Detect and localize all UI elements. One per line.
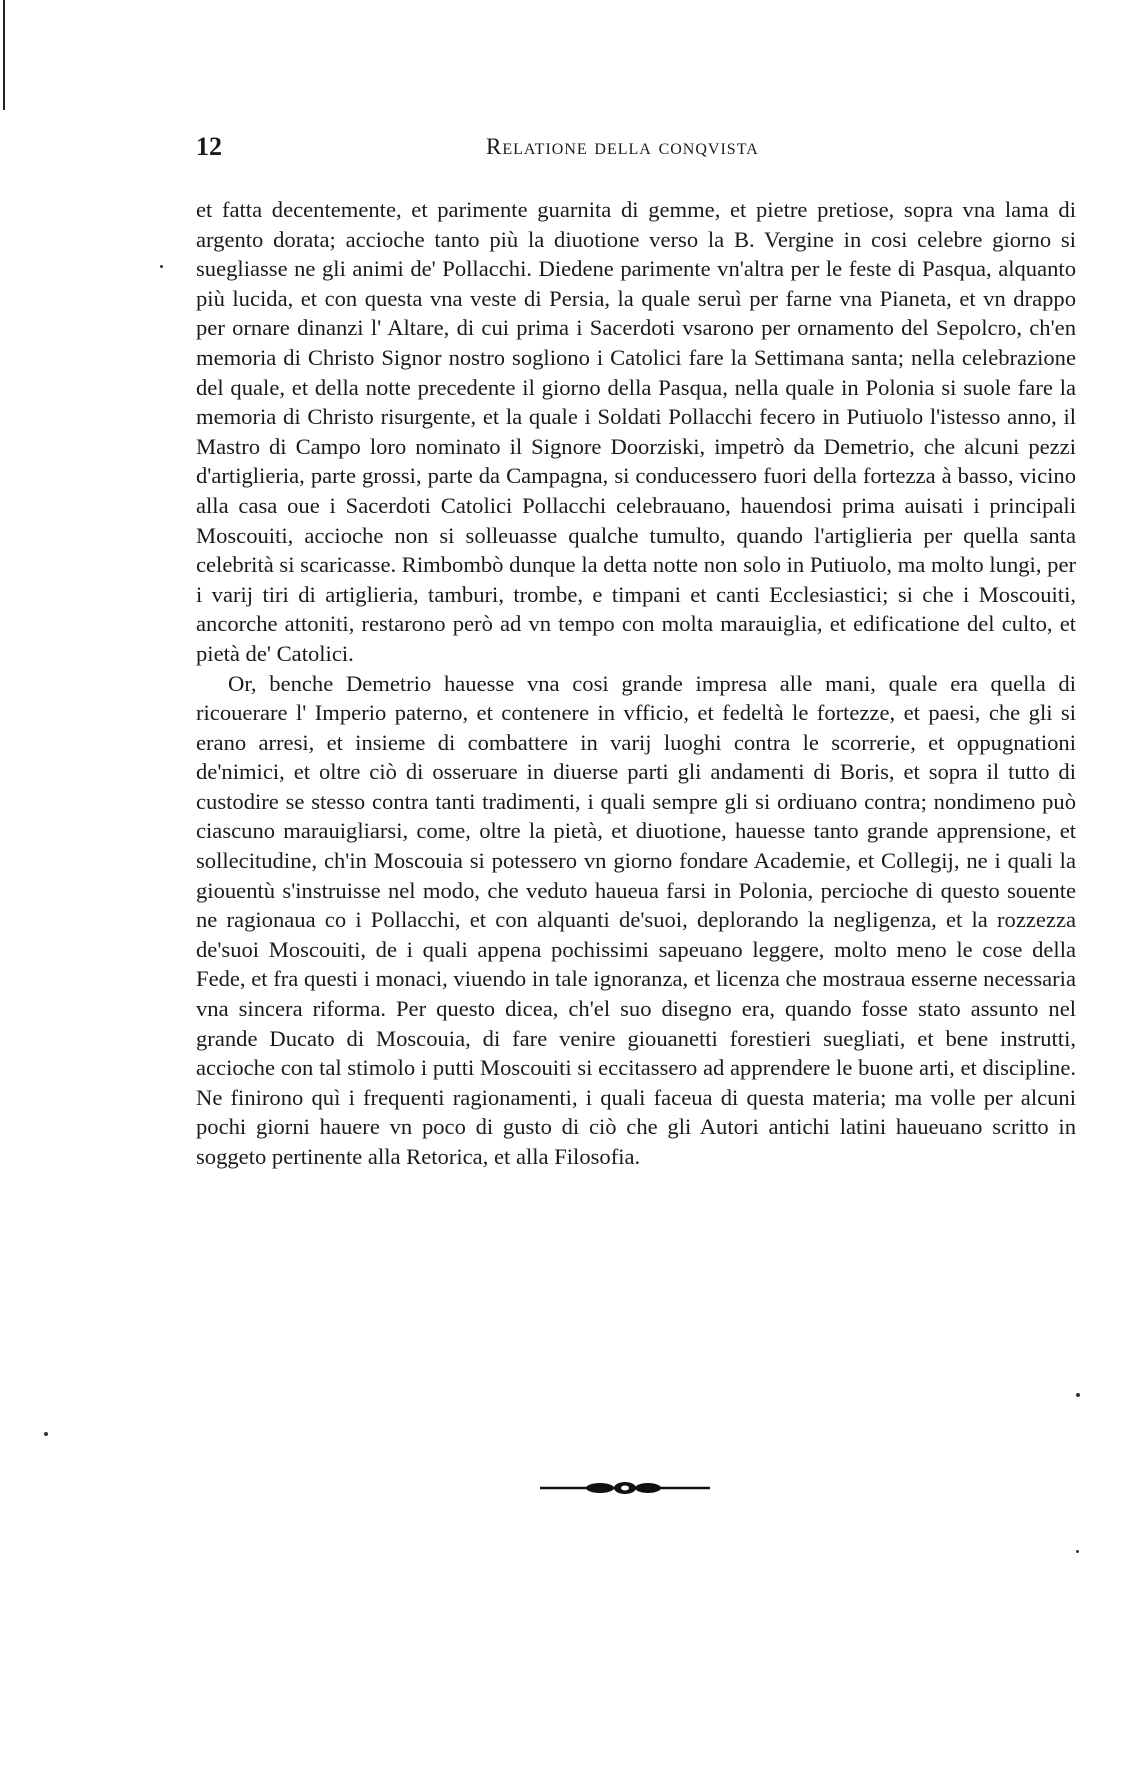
- page-edge-line: [3, 0, 5, 110]
- tailpiece-ornament-icon: [540, 1478, 710, 1498]
- paper-speck: [160, 265, 163, 268]
- running-title: Relatione della conqvista: [486, 134, 759, 159]
- paper-speck: [1076, 1550, 1079, 1553]
- page-number: 12: [196, 132, 222, 161]
- paper-speck: [1076, 1393, 1080, 1397]
- page-header: [196, 132, 1076, 168]
- body-text: [196, 195, 1076, 1172]
- paragraph-1: et fatta decentemente, et parimente guarnita di gemme, et pietre pretiose, sopra vna lama di argento dorata; accioche tanto più la diuotione verso la B. Vergine in cosi celebre giorno si suegliasse ne gli animi de' Pollacchi. Diedene parimente vn'altra per le feste di Pasqua, alquanto più lucida, et con questa vna veste di Persia, la quale seruì per farne vna Pianeta, et vn drappo per ornare dinanzi l' Altare, di cui prima i Sacerdoti vsarono per ornamento del Sepolcro, ch'en memoria di Christo Signor nostro sogliono i Catolici fare la Settimana santa; nella celebrazione del quale, et della notte precedente il giorno della Pasqua, nella quale in Polonia si suole fare la memoria di Christo risurgente, et la quale i Soldati Pollacchi fecero in Putiuolo l'istesso anno, il Mastro di Campo loro nominato il Signore Doorziski, impetrò da Demetrio, che alcuni pezzi d'artiglieria, parte grossi, parte da Campagna, si conducessero fuori della fortezza à basso, vicino alla casa oue i Sacerdoti Catolici Pollacchi celebrauano, hauendosi prima auisati i principali Moscouiti, accioche non si solleuasse qualche tumulto, quando l'artiglieria per quella santa celebrità si scaricasse. Rimbombò dunque la detta notte non solo in Putiuolo, ma molto lungi, per i varij tiri di artiglieria, tamburi, trombe, e timpani et canti Ecclesiastici; si che i Moscouiti, ancorche attoniti, restarono però ad vn tempo con molta marauiglia, et edificatione del culto, et pietà de' Catolici.: [196, 197, 1076, 666]
- paragraph-2: Or, benche Demetrio hauesse vna cosi grande impresa alle mani, quale era quella di ricouerare l' Imperio paterno, et contenere in vfficio, et fedeltà le fortezze, et paesi, che gli si erano arresi, et insieme di combattere in varij luoghi contra le scorrerie, et oppugnationi de'nimici, et oltre ciò di osseruare in diuerse parti gli andamenti di Boris, et sopra il tutto di custodire se stesso contra tanti tradimenti, i quali sempre gli si ordiuano contra; nondimeno può ciascuno marauigliarsi, come, oltre la pietà, et diuotione, hauesse tanto grande apprensione, et sollecitudine, ch'in Moscouia si potessero vn giorno fondare Academie, et Collegij, ne i quali la giouentù s'instruisse nel modo, che veduto haueua farsi in Polonia, percioche di questo souente ne ragionaua co i Pollacchi, et con alquanti de'suoi, deplorando la negligenza, et la rozzezza de'suoi Moscouiti, de i quali appena pochissimi sapeuano leggere, molto meno le cose della Fede, et fra questi i monaci, viuendo in tale ignoranza, et licenza che mostraua esserne necessaria vna sincera riforma. Per questo dicea, ch'el suo disegno era, quando fosse stato assunto nel grande Ducato di Moscouia, di fare venire giouanetti forestieri suegliati, et bene instrutti, accioche con tal stimolo i putti Moscouiti si eccitassero ad apprendere le buone arti, et discipline. Ne finirono quì i frequenti ragionamenti, i quali faceua di questa materia; ma volle per alcuni pochi giorni hauere vn poco di gusto di ciò che gli Autori antichi latini haueuano scritto in soggeto pertinente alla Retorica, et alla Filosofia.: [196, 670, 1076, 1169]
- paper-speck: [44, 1432, 48, 1436]
